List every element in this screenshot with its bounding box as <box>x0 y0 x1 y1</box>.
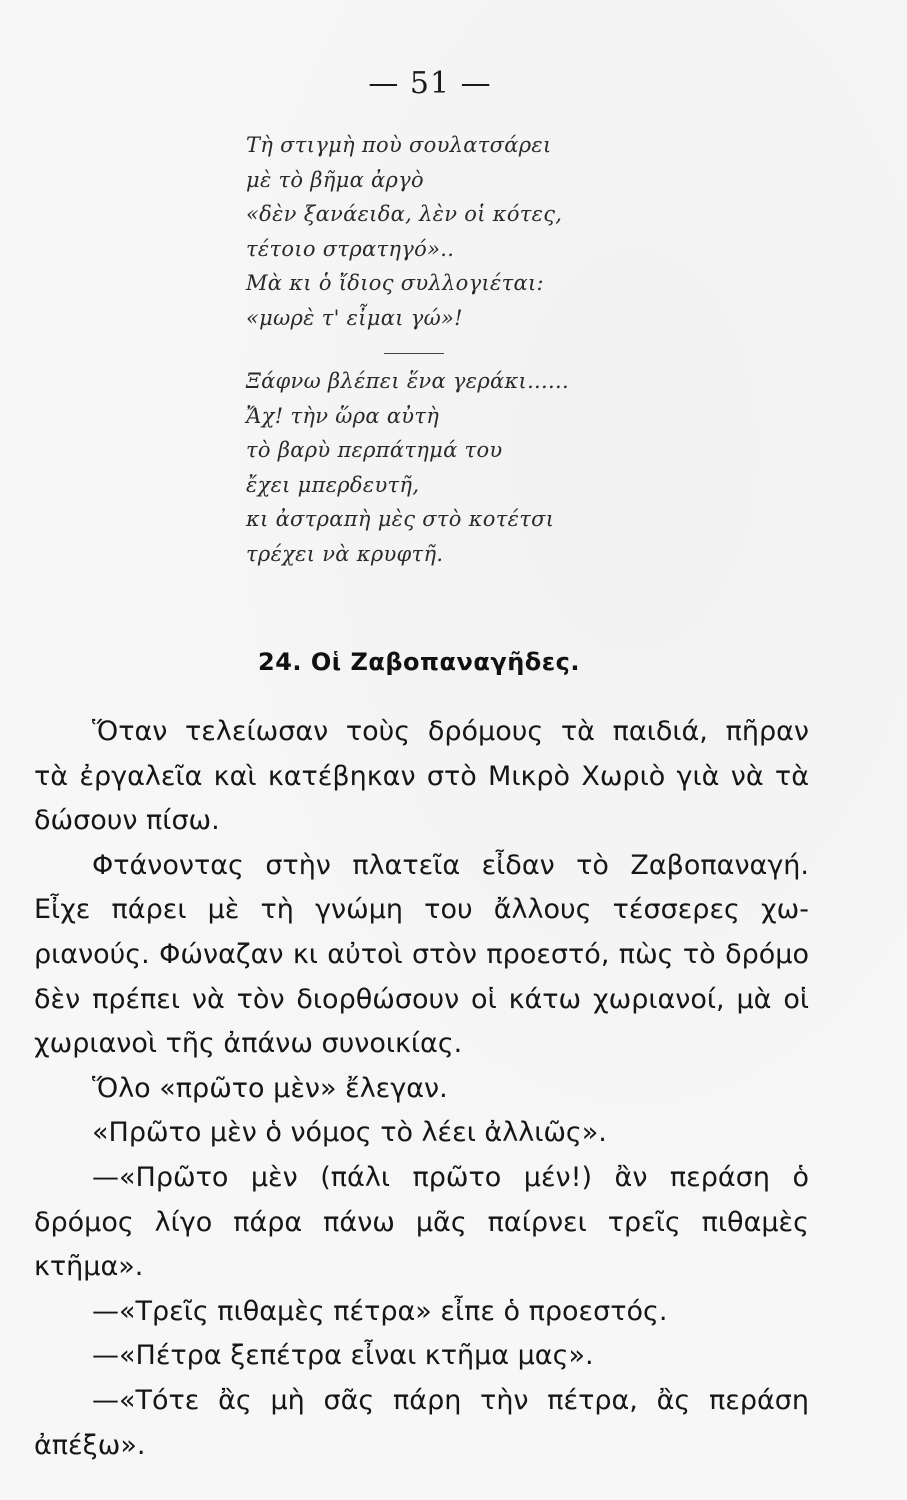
poem-line: Ξάφνω βλέπει ἕνα γεράκι...... <box>246 369 569 393</box>
poem-line: «μωρὲ τ' εἶμαι γώ»! <box>246 305 463 330</box>
poem-line: τρέχει νὰ κρυφτῆ. <box>246 541 444 566</box>
prose-line: Ὅλο «πρῶτο μὲν» ἔλεγαν. <box>92 1072 448 1104</box>
poem-line: Μὰ κι ὁ ἴδιος συλλογιέται: <box>246 271 544 295</box>
stanza-divider <box>384 353 444 354</box>
poem-line: Τὴ στιγμὴ ποὺ σουλατσάρει <box>246 133 552 157</box>
prose-line: δὲν πρέπει νὰ τὸν διορθώσουν οἱ κάτω χωριανοί, μὰ οἱ <box>34 983 809 1015</box>
poem <box>246 128 569 571</box>
section-heading: 24. Οἱ Ζαβοπαναγῆδες. <box>258 648 580 676</box>
prose-line: τὰ ἐργαλεῖα καὶ κατέβηκαν στὸ Μικρὸ Χωριὸ γιὰ νὰ τὰ <box>34 760 809 792</box>
prose-line: χωριανοὶ τῆς ἀπάνω συνοικίας. <box>34 1028 463 1060</box>
poem-line: κι ἀστραπὴ μὲς στὸ κοτέτσι <box>246 507 555 531</box>
poem-line: ἔχει μπερδευτῆ, <box>246 472 420 497</box>
prose-line: δρόμος λίγο πάρα πάνω μᾶς παίρνει τρεῖς πιθαμὲς <box>34 1206 809 1238</box>
prose-line: Φτάνοντας στὴν πλατεῖα εἶδαν τὸ Ζαβοπαναγή. <box>92 849 809 881</box>
prose-line: Εἶχε πάρει μὲ τὴ γνώμη του ἄλλους τέσσερες χω- <box>34 894 809 926</box>
prose-line: —«Πέτρα ξεπέτρα εἶναι κτῆμα μας». <box>92 1340 594 1372</box>
poem-line: μὲ τὸ βῆμα ἀργὸ <box>246 167 424 192</box>
poem-stanza-2 <box>246 364 569 571</box>
prose-line: —«Τότε ἂς μὴ σᾶς πάρη τὴν πέτρα, ἂς περάση <box>92 1384 809 1416</box>
prose-line: «Πρῶτο μὲν ὁ νόμος τὸ λέει ἀλλιῶς». <box>92 1117 607 1149</box>
poem-line: «δὲν ξανάειδα, λὲν οἱ κότες, <box>246 202 563 226</box>
prose-line: κτῆμα». <box>34 1251 144 1283</box>
page-number: — 51 — <box>368 66 492 101</box>
poem-stanza-1 <box>246 128 569 335</box>
prose-body <box>34 710 809 1468</box>
prose-line: ἀπέξω». <box>34 1429 146 1461</box>
poem-line: τέτοιο στρατηγό».. <box>246 236 455 261</box>
prose-line: δώσουν πίσω. <box>34 805 220 837</box>
prose-line: —«Τρεῖς πιθαμὲς πέτρα» εἶπε ὁ προεστός. <box>92 1295 668 1327</box>
poem-line: τὸ βαρὺ περπάτημά του <box>246 438 503 462</box>
prose-line: —«Πρῶτο μὲν (πάλι πρῶτο μέν!) ἂν περάση ὁ <box>92 1161 809 1193</box>
prose-line: Ὅταν τελείωσαν τοὺς δρόμους τὰ παιδιά, πῆραν <box>92 716 809 747</box>
poem-line: Ἄχ! τὴν ὥρα αὐτὴ <box>246 403 440 428</box>
prose-line: ριανούς. Φώναζαν κι αὐτοὶ στὸν προεστό, πὼς τὸ δρόμο <box>34 938 809 970</box>
